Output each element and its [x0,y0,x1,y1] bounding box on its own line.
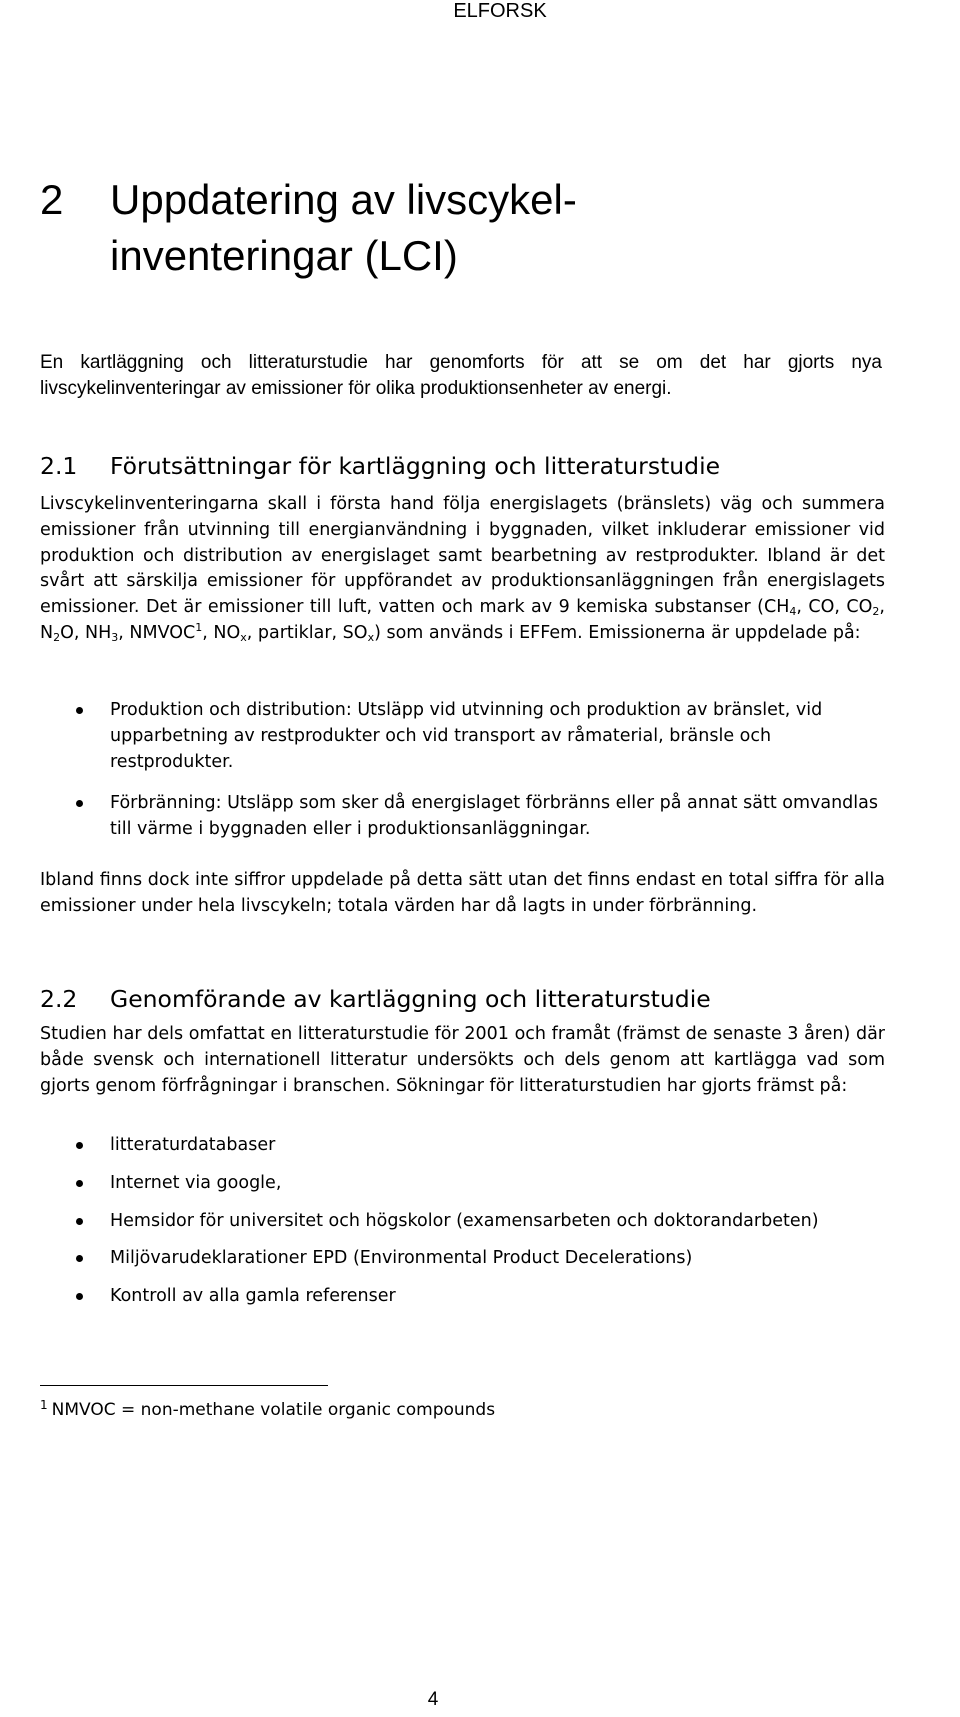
bullet-icon [76,800,83,807]
footnote-text: NMVOC = non-methane volatile organic compounds [51,1400,496,1420]
bullet-icon [76,1293,83,1300]
section-heading-2-2 [40,984,711,1014]
list-item: Internet via google, [40,1171,885,1197]
list-item: litteraturdatabaser [40,1133,885,1159]
section-number: 2.2 [40,985,78,1013]
intro-paragraph: En kartläggning och litteraturstudie har genomforts för att se om det har gjorts nya livscykelinventeringar av emissioner för olika produktionsenheter av energi. [40,352,882,399]
footnote-mark: 1 [40,1398,48,1412]
list-item: Förbränning: Utsläpp som sker då energislaget förbränns eller på annat sätt omvandlas till värme i byggnaden eller i produktionsanläggningar. [40,791,885,843]
chapter-title: Uppdatering av livscykel-inventeringar (LCI) [110,176,577,279]
section-2-1-closing: Ibland finns dock inte siffror uppdelade på detta sätt utan det finns endast en total siffra för alla emissioner under hela livscykeln; totala värden har då lagts in under förbränning. [40,870,885,916]
section-2-1-paragraph: Livscykelinventeringarna skall i första hand följa energislagets (bränslets) väg och summera emissioner från utvinning till energianvändning i byggnaden, vilket inkluderar emissioner vid produktion och distribution av energislaget samt bearbetning av restprodukter. Ibland är det svårt att särskilja emissioner för uppförandet av produktionsanläggningen från energislagets emissioner. Det är emissioner till luft, vatten och mark av 9 kemiska substanser ($CH_4$, CO, $CO_2$, $N_2O$, $NH_3$, NMVOC$^1$, $NO_x$, partiklar, $SO_x$) som används i EFFem. Emissionerna är uppdelade på: [40,494,885,644]
bullet-icon [76,1255,83,1262]
section-2-2-paragraph: Studien har dels omfattat en litteraturstudie för 2001 och framåt (främst de senaste 3 åren) där både svensk och internationell litteratur undersökts och dels genom att kartlägga vad som gjorts genom förfrågningar i branschen. Sökningar för litteraturstudien har gjorts främst på: [40,1024,885,1096]
emission-categories-list [40,698,885,843]
bullet-icon [76,707,83,714]
section-title: Genomförande av kartläggning och litteraturstudie [110,985,711,1013]
footnote-separator [40,1385,328,1386]
bullet-icon [76,1142,83,1149]
list-item: Hemsidor för universitet och högskolor (examensarbeten och doktorandarbeten) [40,1209,885,1235]
page-number: 4 [427,1689,439,1710]
chapter-number: 2 [40,176,64,223]
bullet-icon [76,1180,83,1187]
list-item: Kontroll av alla gamla referenser [40,1284,885,1310]
running-header: ELFORSK [453,0,547,22]
search-sources-list [40,1133,885,1310]
footnote-reference[interactable]: 1 [195,620,203,634]
section-title: Förutsättningar för kartläggning och litteraturstudie [110,452,721,480]
section-heading-2-1 [40,451,720,481]
section-number: 2.1 [40,452,78,480]
bullet-icon [76,1218,83,1225]
list-item: Miljövarudeklarationer EPD (Environmental Product Decelerations) [40,1246,885,1272]
chapter-heading [40,172,750,284]
list-item: Produktion och distribution: Utsläpp vid utvinning och produktion av bränslet, vid upparbetning av restprodukter och vid transport av råmaterial, bränsle och restprodukter. [40,698,885,775]
footnote [40,1398,495,1422]
